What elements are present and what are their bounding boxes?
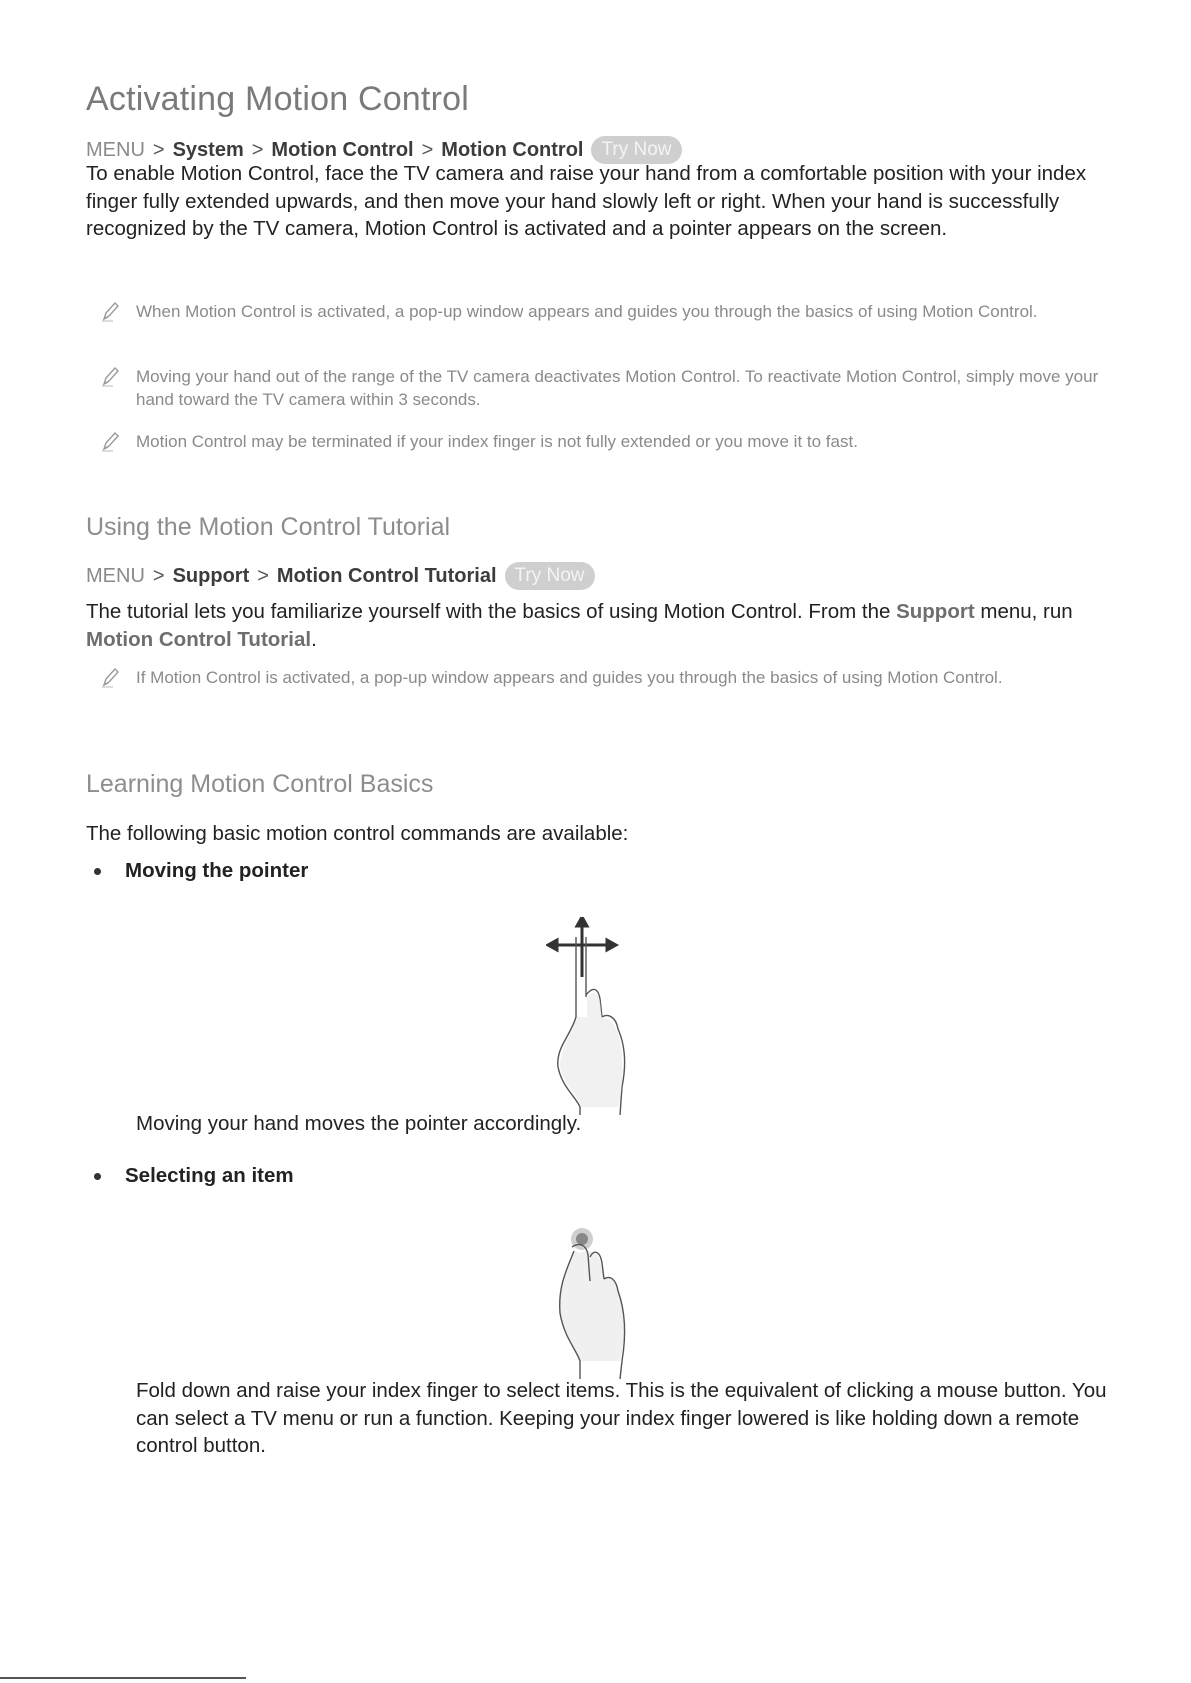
chevron-right-icon: > [152, 564, 165, 587]
text: menu, run [974, 600, 1073, 623]
bullet-dot [94, 868, 101, 875]
pencil-icon [86, 430, 136, 453]
pencil-icon [86, 666, 136, 689]
section-title-tutorial: Using the Motion Control Tutorial [86, 513, 451, 541]
try-now-button[interactable]: Try Now [505, 562, 595, 590]
text: The tutorial lets you familiarize yourself with the basics of using Motion Control. From the [86, 600, 897, 623]
bullet-dot [94, 1173, 101, 1180]
list-item [94, 859, 308, 883]
chevron-right-icon: > [421, 138, 434, 161]
paragraph: The following basic motion control commands are available: [86, 822, 629, 845]
path-item: Motion Control [441, 138, 584, 161]
menu-reference: Support [896, 600, 975, 623]
chevron-right-icon: > [257, 564, 269, 587]
path-item: System [172, 138, 244, 161]
path-item: Motion Control [271, 138, 414, 161]
pencil-icon [86, 300, 136, 323]
footer-rule [0, 1677, 246, 1679]
menu-reference: Motion Control Tutorial [86, 627, 312, 651]
chevron-right-icon: > [251, 138, 264, 161]
paragraph [86, 598, 1116, 653]
note [86, 666, 1116, 689]
list-item-label: Moving the pointer [125, 859, 309, 882]
note [86, 365, 1116, 411]
item-description: Moving your hand moves the pointer accordingly. [136, 1112, 582, 1135]
pencil-icon [86, 365, 136, 411]
path-item: Support [172, 564, 250, 587]
section-title-activating: Activating Motion Control [86, 80, 469, 118]
note-text: Moving your hand out of the range of the TV camera deactivates Motion Control. To reactivate Motion Control, simply move your hand toward the TV camera within 3 seconds. [136, 367, 1099, 409]
text: . [311, 627, 317, 651]
note-text: When Motion Control is activated, a pop-up window appears and guides you through the basics of using Motion Control. [136, 302, 1038, 321]
chevron-right-icon: > [152, 138, 165, 161]
note-text: If Motion Control is activated, a pop-up window appears and guides you through the basics of using Motion Control. [136, 668, 1003, 687]
hand-pointer-move-icon [546, 917, 656, 1117]
path-item: Motion Control Tutorial [276, 564, 497, 587]
try-now-button[interactable]: Try Now [591, 136, 681, 164]
note [86, 430, 1116, 453]
list-item-label: Selecting an item [125, 1164, 294, 1187]
menu-label: MENU [86, 138, 145, 161]
note-text: Motion Control may be terminated if your index finger is not fully extended or you move it to fast. [136, 432, 858, 451]
section-title-basics: Learning Motion Control Basics [86, 770, 434, 798]
item-description: Fold down and raise your index finger to select items. This is the equivalent of clicking a mouse button. You can select a TV menu or run a function. Keeping your index finger lowered is like holding down a remote control button. [136, 1379, 1107, 1457]
paragraph: To enable Motion Control, face the TV camera and raise your hand from a comfortable position with your index finger fully extended upwards, and then move your hand slowly left or right. When your hand is successfully recognized by the TV camera, Motion Control is activated and a pointer appears on the screen. [86, 162, 1087, 240]
note [86, 300, 1116, 323]
menu-label: MENU [86, 564, 145, 587]
hand-select-icon [544, 1221, 654, 1381]
list-item [94, 1164, 294, 1188]
menu-path-2 [86, 562, 595, 590]
